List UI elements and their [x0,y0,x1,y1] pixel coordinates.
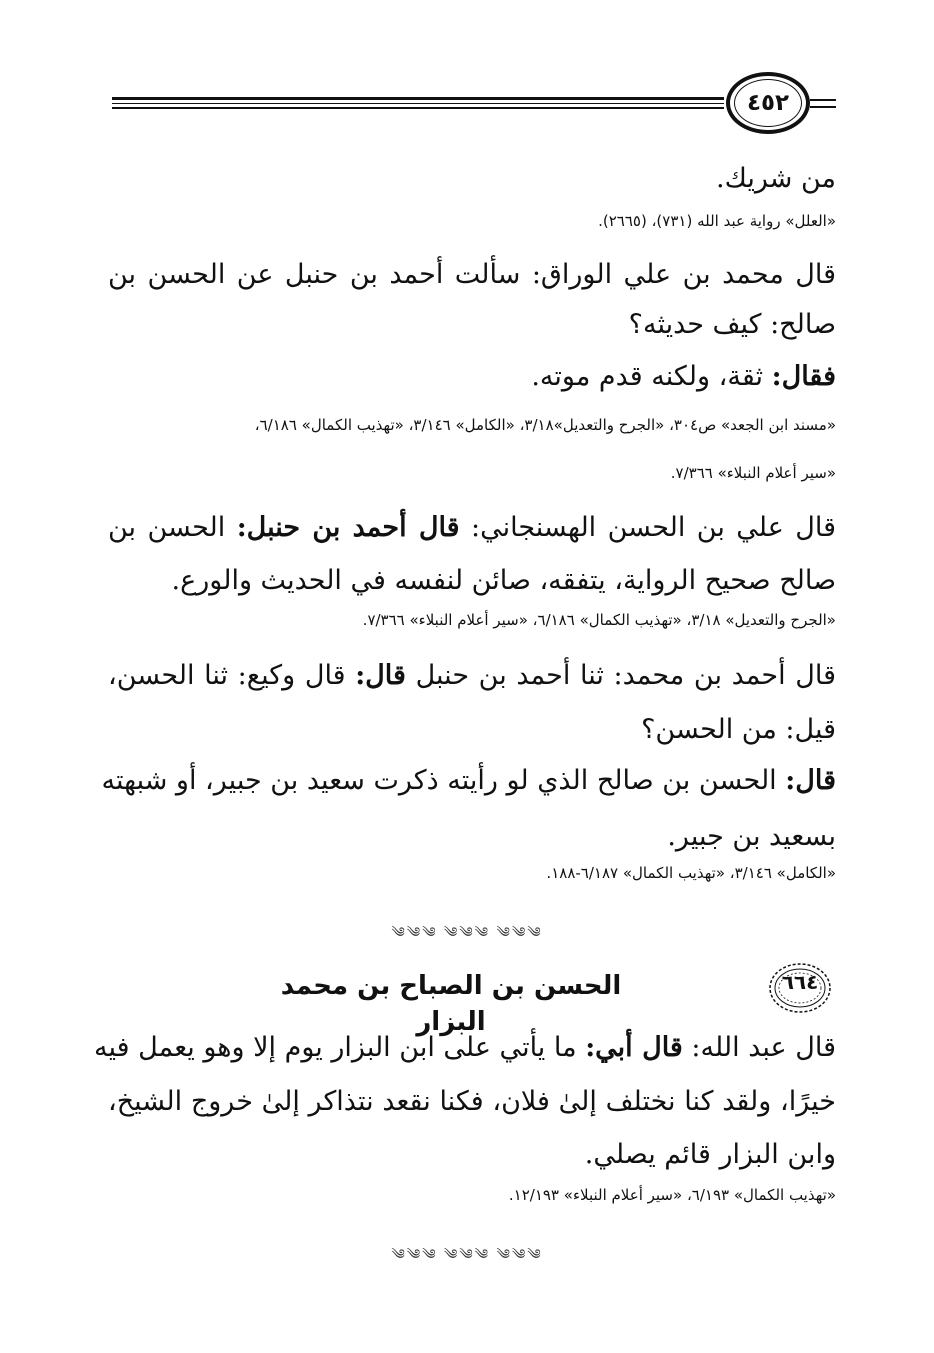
bold-phrase: قال: [785,765,836,796]
text-line [108,509,836,547]
text-line: خيرًا، ولقد كنا نختلف إلىٰ فلان، فكنا نقعد نتذاكر إلىٰ خروج الشيخ، [108,1086,836,1117]
header-rule [112,97,724,100]
text-span: قال عبد الله: [682,1032,836,1063]
text-span: قال وكيع: ثنا الحسن، [108,660,356,691]
bold-phrase: فقال: [771,361,836,392]
text-line: صالح صحيح الرواية، يتفقه، صائن لنفسه في الحديث والورع. [171,565,836,596]
section-ornament: ༄༄༄ ༄༄༄ ༄༄༄ [391,1247,543,1263]
bold-phrase: قال: [355,660,406,691]
page-number-badge [726,72,810,134]
page-number: ٤٥٢ [734,79,802,127]
text-line: صالح: كيف حديثه؟ [628,309,836,340]
text-line: من شريك. [716,163,836,194]
reference-line: «سير أعلام النبلاء» ٧/٣٦٦. [670,464,836,482]
reference-line: «الكامل» ٣/١٤٦، «تهذيب الكمال» ٦/١٨٧-١٨٨. [546,864,836,882]
reference-line: «مسند ابن الجعد» ص٣٠٤، «الجرح والتعديل»٣/١٨، «الكامل» ٣/١٤٦، «تهذيب الكمال» ٦/١٨٦، [254,416,836,434]
text-span: الحسن بن [108,512,237,543]
text-line: قال محمد بن علي الوراق: سألت أحمد بن حنبل عن الحسن بن [108,259,836,290]
section-ornament: ༄༄༄ ༄༄༄ ༄༄༄ [391,925,543,941]
text-span: الحسن بن صالح الذي لو رأيته ذكرت سعيد بن جبير، أو شبهته [101,765,786,796]
reference-line: «تهذيب الكمال» ٦/١٩٣، «سير أعلام النبلاء» ١٢/١٩٣. [508,1186,836,1204]
text-line [108,657,836,695]
header-rule-stub [810,106,836,108]
text-line [94,1029,836,1067]
text-span: ما يأتي على ابن البزار يوم إلا وهو يعمل فيه [94,1032,586,1063]
text-line [108,358,836,396]
text-span: ثقة، ولكنه قدم موته. [531,361,772,392]
bold-phrase: قال أحمد بن حنبل: [236,512,460,543]
text-line: قيل: من الحسن؟ [641,714,836,745]
text-span: قال علي بن الحسن الهسنجاني: [459,512,837,543]
text-line: بسعيد بن جبير. [667,821,836,852]
header-rule [112,103,724,104]
text-line [101,762,836,800]
entry-number: ٦٦٤ [781,970,819,994]
header-rule [112,107,724,109]
text-line: وابن البزار قائم يصلي. [584,1139,836,1170]
entry-title: الحسن بن الصباح بن محمد البزار [280,971,622,1037]
reference-line: «الجرح والتعديل» ٣/١٨، «تهذيب الكمال» ٦/١٨٦، «سير أعلام النبلاء» ٧/٣٦٦. [362,611,836,629]
bold-phrase: قال أبي: [585,1032,683,1063]
text-span: قال أحمد بن محمد: ثنا أحمد بن حنبل [405,660,836,691]
reference-line: «العلل» رواية عبد الله (٧٣١)، (٢٦٦٥). [598,212,836,230]
header-rule-stub [810,99,836,101]
